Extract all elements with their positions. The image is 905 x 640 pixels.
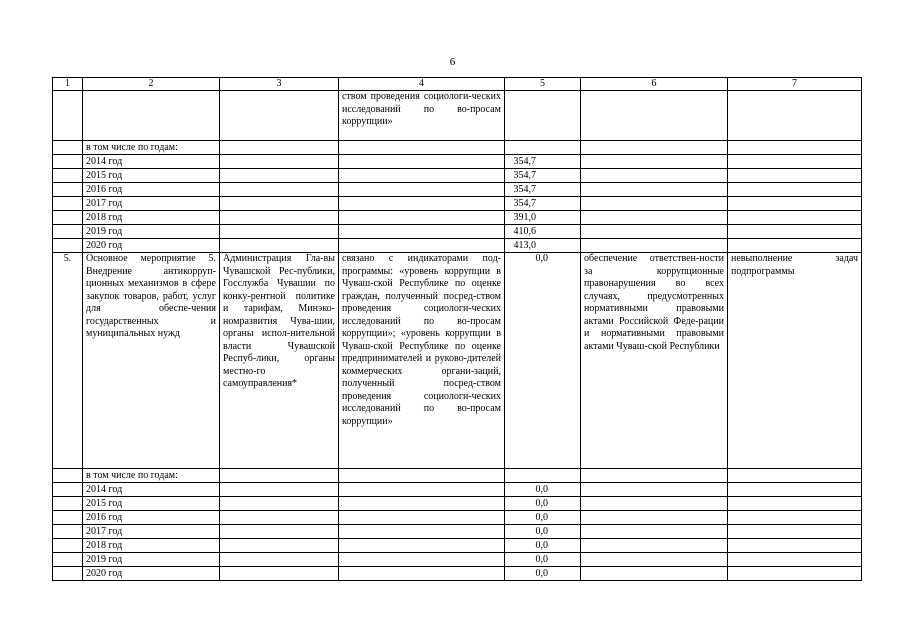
amount-cell: 0,0 (505, 483, 581, 497)
year-cell: 2016 год (83, 511, 220, 525)
amount-cell: 413,0 (505, 239, 581, 253)
year-cell: 2019 год (83, 225, 220, 239)
table-row (53, 253, 862, 469)
table-row (53, 469, 862, 483)
year-cell: 2015 год (83, 497, 220, 511)
amount-cell: 391,0 (505, 211, 581, 225)
amount-cell: 0,0 (505, 539, 581, 553)
event-indicators: связано с индикаторами под-программы: «уровень коррупции в Чуваш-ской Республике по оценке граждан, полученный посред-ством проведения социологи-ческих исследований по во-просам коррупции»; «уровень коррупции в Чуваш-ской Республике по оценке предпринимателей и руково-дителей коммерческих органи-заций, полученный посред-ством проведения социологи-ческих исследований по во-просам коррупции» (339, 253, 505, 469)
table-row (53, 169, 862, 183)
year-cell: 2020 год (83, 567, 220, 581)
year-cell: 2018 год (83, 211, 220, 225)
year-cell: 2014 год (83, 155, 220, 169)
header-cell: 5 (505, 78, 581, 91)
table-row (53, 239, 862, 253)
table-row (53, 497, 862, 511)
table-row (53, 539, 862, 553)
years-label: в том числе по годам: (83, 469, 220, 483)
table-row (53, 511, 862, 525)
year-cell: 2014 год (83, 483, 220, 497)
header-row (53, 78, 862, 91)
year-cell: 2020 год (83, 239, 220, 253)
year-cell: 2016 год (83, 183, 220, 197)
table-row (53, 183, 862, 197)
program-table (52, 77, 862, 581)
table-row (53, 211, 862, 225)
amount-cell: 0,0 (505, 553, 581, 567)
amount-cell: 354,7 (505, 183, 581, 197)
event-risk: невыполнение задач подпрограммы (728, 253, 862, 469)
event-executor: Администрация Гла-вы Чувашской Рес-публики, Госслужба Чувашии по конку-рентной политике и тарифам, Минэко-номразвития Чува-шии, органы испол-нительной власти Чувашской Респуб-лики, органы местно-го самоуправления* (220, 253, 339, 469)
amount-cell: 0,0 (505, 567, 581, 581)
header-cell: 2 (83, 78, 220, 91)
table-row (53, 141, 862, 155)
header-cell: 4 (339, 78, 505, 91)
table-row (53, 91, 862, 141)
event-name: Основное мероприятие 5. Внедрение антикорруп-ционных механизмов в сфере закупок товаров, работ, услуг для обеспе-чения государственных и муниципальных нужд (83, 253, 220, 469)
amount-cell: 354,7 (505, 169, 581, 183)
amount-cell: 0,0 (505, 525, 581, 539)
year-cell: 2017 год (83, 197, 220, 211)
event-amount: 0,0 (505, 253, 581, 469)
header-cell: 1 (53, 78, 83, 91)
table-row (53, 553, 862, 567)
header-cell: 6 (581, 78, 728, 91)
amount-cell: 354,7 (505, 197, 581, 211)
page-number: 6 (449, 56, 456, 68)
amount-cell: 410,6 (505, 225, 581, 239)
amount-cell: 354,7 (505, 155, 581, 169)
years-label: в том числе по годам: (83, 141, 220, 155)
year-cell: 2015 год (83, 169, 220, 183)
table-row (53, 225, 862, 239)
event-result: обеспечение ответствен-ности за коррупционные правонарушения во всех случаях, предусмотренных нормативными правовыми актами Российской Феде-рации и нормативными правовыми актами Чуваш-ской Республики (581, 253, 728, 469)
table-row (53, 525, 862, 539)
header-cell: 7 (728, 78, 862, 91)
event-number: 5. (53, 253, 83, 469)
amount-cell: 0,0 (505, 497, 581, 511)
year-cell: 2017 год (83, 525, 220, 539)
table-row (53, 567, 862, 581)
amount-cell: 0,0 (505, 511, 581, 525)
table-row (53, 483, 862, 497)
year-cell: 2018 год (83, 539, 220, 553)
continued-indicator-text: ством проведения социологи-ческих исследований по во-просам коррупции» (339, 91, 505, 141)
table-row (53, 155, 862, 169)
year-cell: 2019 год (83, 553, 220, 567)
header-cell: 3 (220, 78, 339, 91)
table-row (53, 197, 862, 211)
